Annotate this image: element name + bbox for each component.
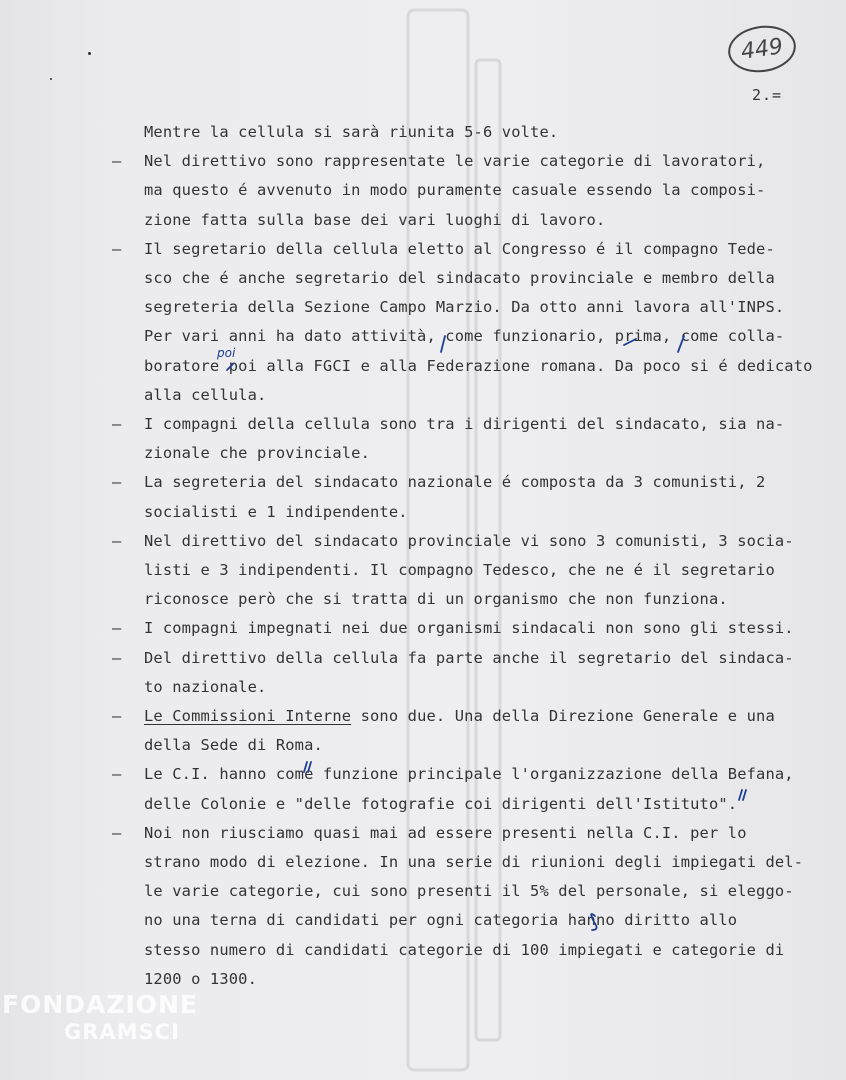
bullet-paragraph (112, 644, 842, 702)
dash-bullet: – (112, 239, 122, 258)
text-line: Le C.I. hanno come funzione principale l'organizzazione della Befana, (144, 765, 794, 784)
text-line (144, 702, 842, 731)
text-line: alla cellula. (144, 385, 267, 404)
bullet-paragraph (112, 614, 842, 643)
intro-paragraph (112, 118, 842, 147)
dash-bullet: – (112, 648, 122, 667)
text-line: delle Colonie e "delle fotografie coi dirigenti dell'Istituto". (144, 794, 738, 813)
typed-text-body (112, 118, 842, 994)
text-line: riconosce però che si tratta di un organismo che non funziona. (144, 590, 728, 609)
text-line: 1200 o 1300. (144, 969, 257, 988)
dash-bullet: – (112, 473, 122, 492)
text-line: stesso numero di candidati categorie di 100 impiegati e categorie di (144, 940, 785, 959)
text-line: Noi non riusciamo quasi mai ad essere presenti nella C.I. per lo (144, 823, 747, 842)
text-line: boratore poi alla FGCI e alla Federazione romana. Da poco si é dedicato (144, 356, 813, 375)
text-line: I compagni della cellula sono tra i dirigenti del sindacato, sia na- (144, 415, 785, 434)
bullet-paragraph (112, 235, 842, 410)
text-line: Nel direttivo sono rappresentate le varie categorie di lavoratori, (144, 152, 766, 171)
text-line: segreteria della Sezione Campo Marzio. Da otto anni lavora all'INPS. (144, 298, 785, 317)
text-line: della Sede di Roma. (144, 736, 323, 755)
paper-speck (50, 78, 52, 80)
foundation-logo (2, 990, 217, 1080)
dash-bullet: – (112, 619, 122, 638)
logo-line-1: FONDAZIONE (2, 990, 199, 1019)
text-line: le varie categorie, cui sono presenti il 5% del personale, si eleggo- (144, 882, 794, 901)
underlined-heading: Le Commissioni Interne (144, 707, 352, 726)
dash-bullet: – (112, 823, 122, 842)
page-number: 2.= (752, 86, 783, 104)
text-line: socialisti e 1 indipendente. (144, 502, 408, 521)
bullet-paragraph (112, 527, 842, 615)
text-line: Per vari anni ha dato attività, come funzionario, prima, come colla- (144, 327, 785, 346)
text-line: no una terna di candidati per ogni categoria hanno diritto allo (144, 911, 738, 930)
text-line: ma questo é avvenuto in modo puramente casuale essendo la composi- (144, 181, 766, 200)
text-line: listi e 3 indipendenti. Il compagno Tedesco, che ne é il segretario (144, 561, 775, 580)
text-line: I compagni impegnati nei due organismi sindacali non sono gli stessi. (144, 619, 794, 638)
handwritten-insert: poi (217, 346, 236, 360)
bullet-paragraph (112, 147, 842, 235)
logo-line-2: GRAMSCI (64, 1020, 180, 1044)
dash-bullet: – (112, 415, 122, 434)
bullet-paragraph (112, 410, 842, 468)
bullet-paragraph (112, 760, 842, 818)
text-line: zionale che provinciale. (144, 444, 370, 463)
dash-bullet: – (112, 152, 122, 171)
text-line: La segreteria del sindacato nazionale é composta da 3 comunisti, 2 (144, 473, 766, 492)
text-line: Mentre la cellula si sarà riunita 5-6 volte. (144, 123, 559, 141)
dash-bullet: – (112, 707, 122, 726)
text-line: Il segretario della cellula eletto al Congresso é il compagno Tede- (144, 239, 775, 258)
paper-speck (88, 52, 91, 55)
text-line: sco che é anche segretario del sindacato provinciale e membro della (144, 269, 775, 288)
dash-bullet: – (112, 531, 122, 550)
text-segment: sono due. Una della Direzione Generale e una (351, 707, 775, 726)
text-line: Del direttivo della cellula fa parte anche il segretario del sindaca- (144, 648, 794, 667)
text-line: to nazionale. (144, 677, 267, 696)
bullet-paragraph (112, 702, 842, 760)
text-line: zione fatta sulla base dei vari luoghi di lavoro. (144, 210, 606, 229)
bullet-paragraph (112, 819, 842, 994)
dash-bullet: – (112, 765, 122, 784)
text-line: strano modo di elezione. In una serie di riunioni degli impiegati del- (144, 853, 804, 872)
archive-number-stamp: 449 (725, 21, 799, 76)
text-line: Nel direttivo del sindacato provinciale vi sono 3 comunisti, 3 socia- (144, 531, 794, 550)
bullet-paragraph (112, 468, 842, 526)
